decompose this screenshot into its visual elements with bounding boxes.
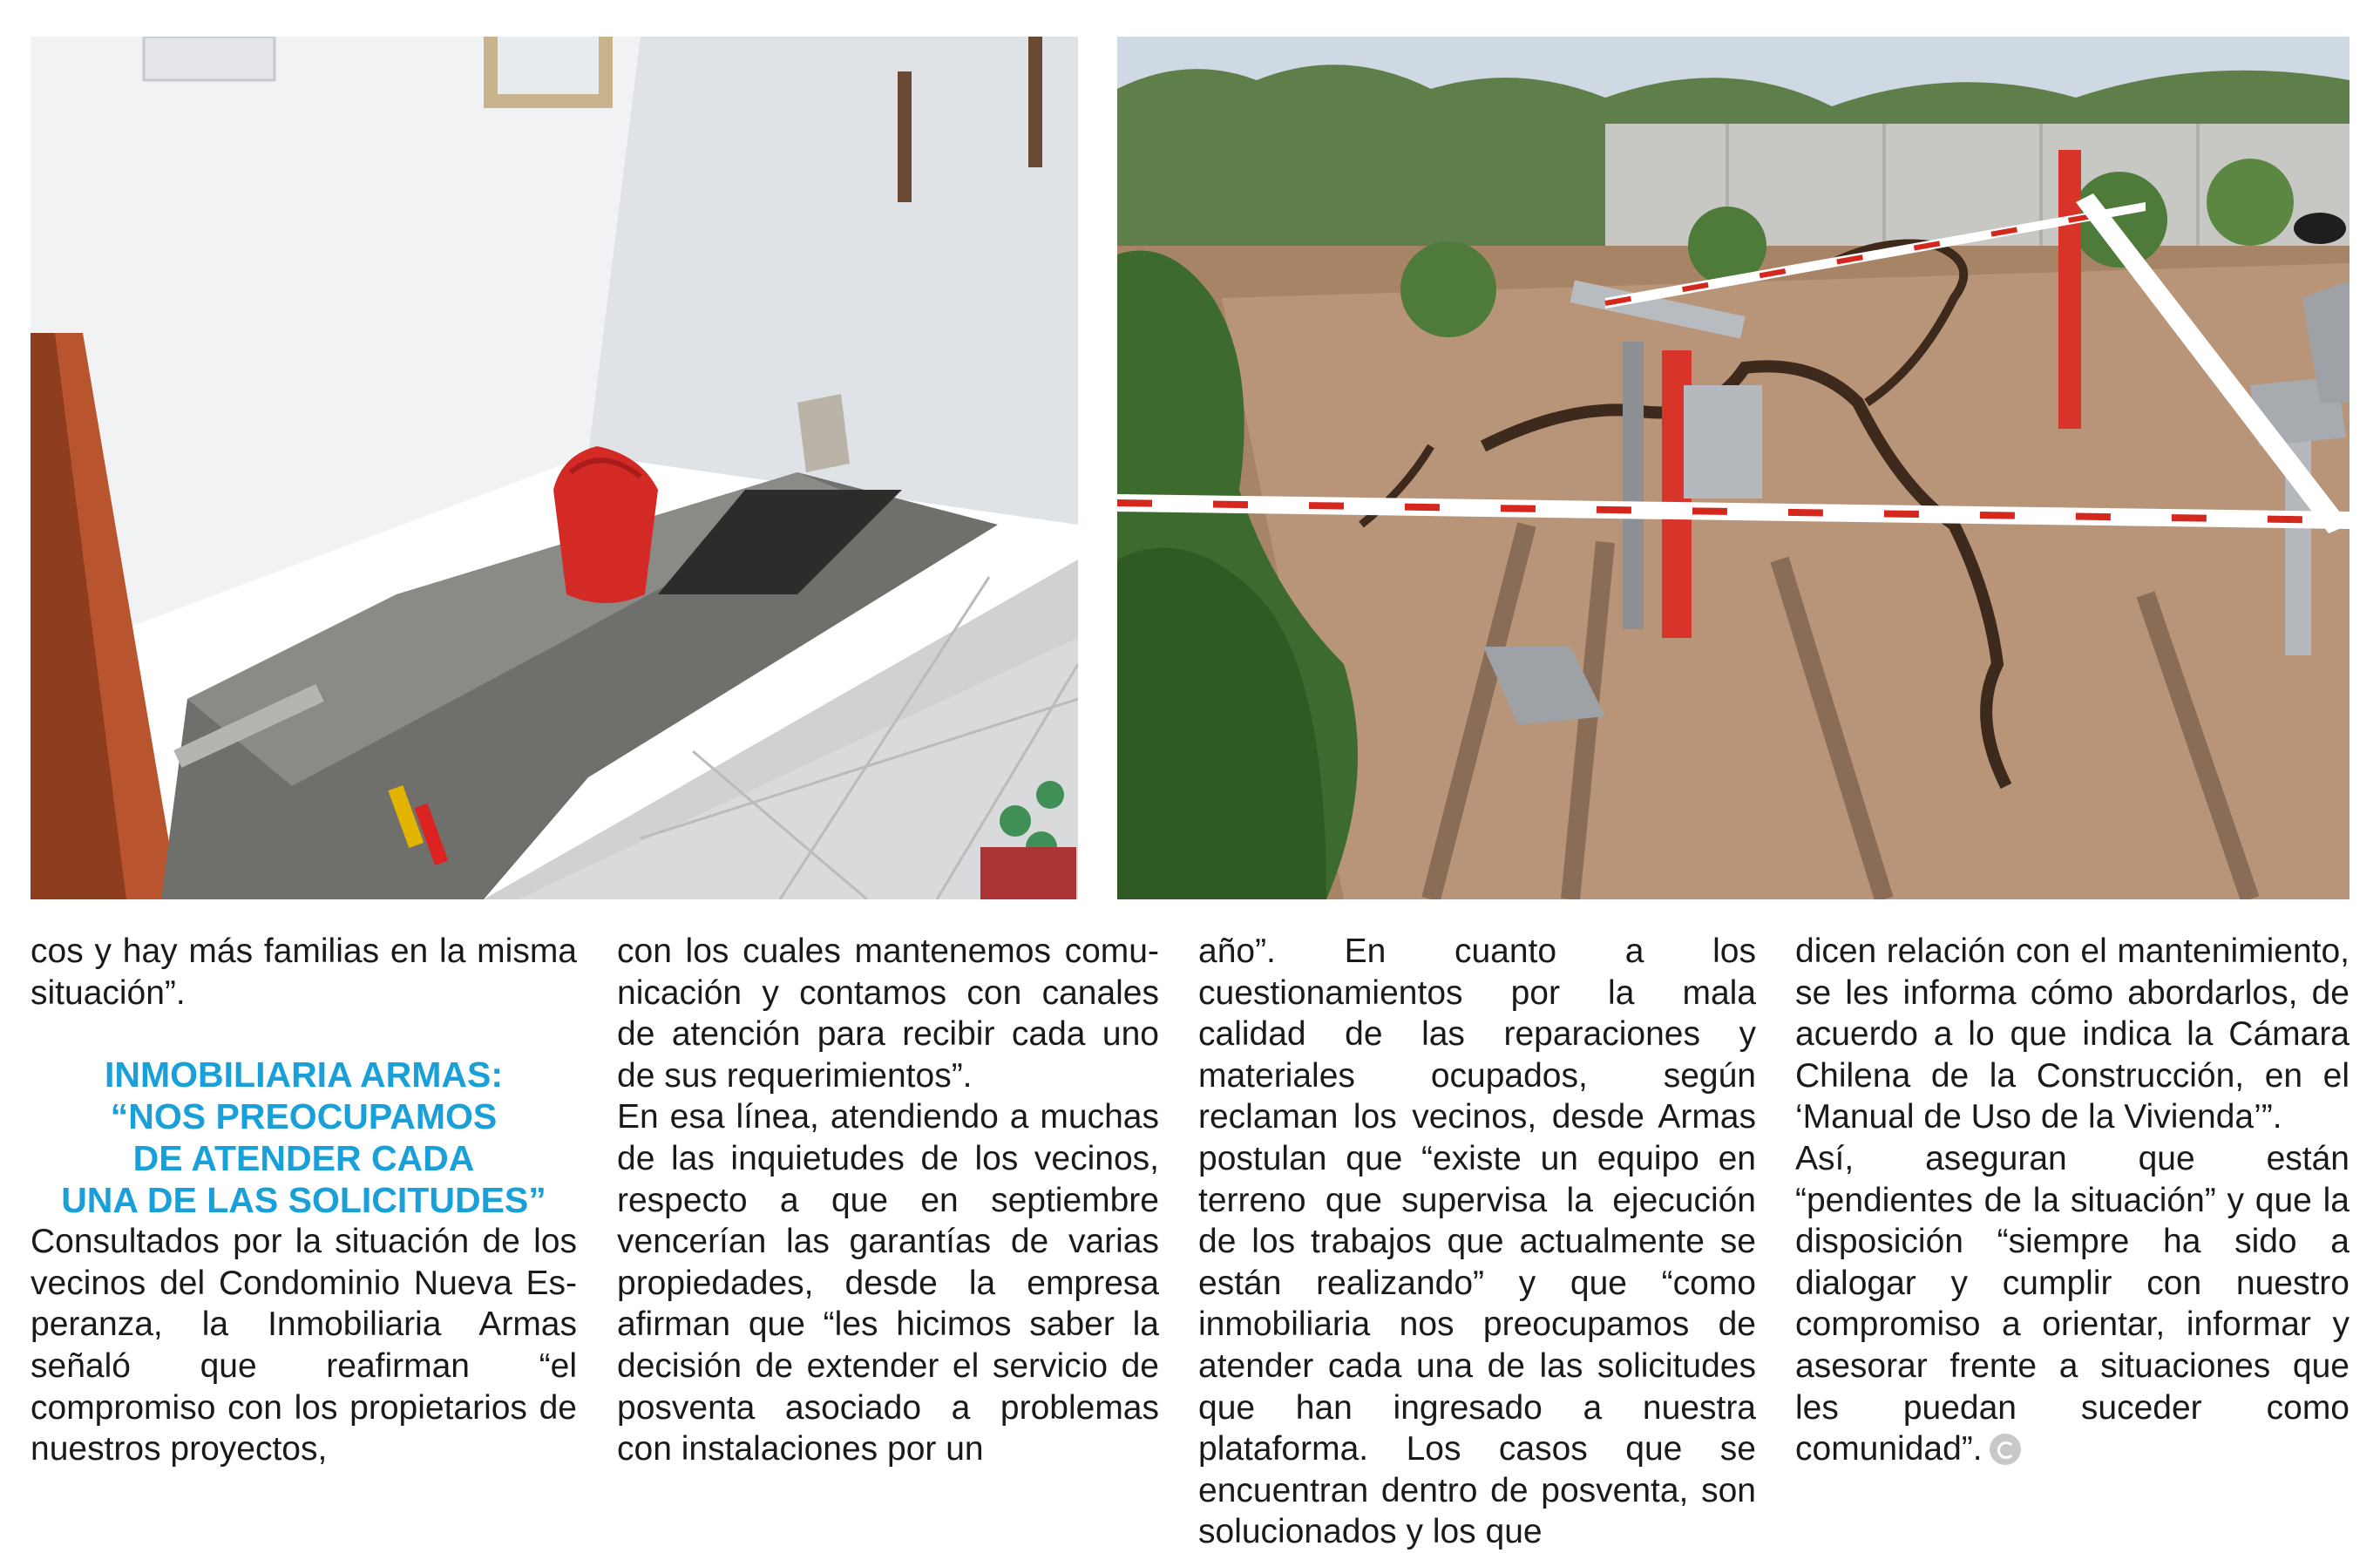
text-column-3 (1198, 931, 1756, 1553)
heading-line-4: UNA DE LAS SOLICITUDES” (61, 1180, 546, 1221)
heading-line-3: DE ATENDER CADA (132, 1138, 475, 1179)
paragraph: dicen relación con el mantenimiento, se les informa cómo abordarlos, de acuerdo a lo que indica la Cámara Chilena de la Construcción, en el ‘Manual de Uso de la Vivienda’”. (1795, 932, 2349, 1136)
paragraph: con los cuales mantenemos comunicación y contamos con canales de atención para recibir cada uno de sus requerimientos”. (617, 932, 1159, 1095)
paragraph-final (1795, 1138, 2349, 1470)
heading-line-2: “NOS PREOCUPAMOS (110, 1096, 498, 1137)
text-column-4 (1795, 931, 2349, 1470)
paragraph: Consultados por la situación de los vecinos del Condominio Nueva Esperanza, la Inmobiliaria Armas señaló que reafirman “el compromiso con los propietarios de nuestros proyectos, (31, 1223, 577, 1468)
text-column-1 (31, 931, 577, 1470)
text-column-2 (617, 931, 1159, 1470)
paragraph-final-text: Así, aseguran que están “pendientes de la situación” y que la disposición “siempre ha sido a dialogar y cumplir con nuestro compromiso a orientar, informar y asesorar frente a situaciones que les puedan suceder como comunidad”. (1795, 1139, 2349, 1468)
section-heading (31, 1054, 577, 1221)
paragraph-continuation: cos y hay más familias en la misma situación”. (31, 932, 577, 1012)
paragraph: En esa línea, atendiendo a muchas de las inquietudes de los vecinos, respecto a que en septiembre vencerían las garantías de varias propiedades, desde la empresa afirman que “les hicimos saber la decisión de extender el servicio de posventa asociado a problemas con instalaciones por un (617, 1098, 1159, 1468)
heading-line-1: INMOBILIARIA ARMAS: (104, 1055, 504, 1095)
photo-floor-excavation (31, 37, 1078, 899)
photo-cracked-ground (1117, 37, 2349, 899)
paragraph: año”. En cuanto a los cuestionamientos por la mala calidad de las reparaciones y materiales ocupados, según reclaman los vecinos, desde Armas postulan que “existe un equipo en terreno que supervisa la ejecución de los trabajos que actualmente se están realizando” y que “como inmobiliaria nos preocupamos de atender cada una de las solicitudes que han ingresado a nuestra plataforma. Los casos que se encuentran dentro de posventa, son solucionados y los que (1198, 932, 1756, 1551)
end-of-article-icon (1990, 1434, 2021, 1465)
